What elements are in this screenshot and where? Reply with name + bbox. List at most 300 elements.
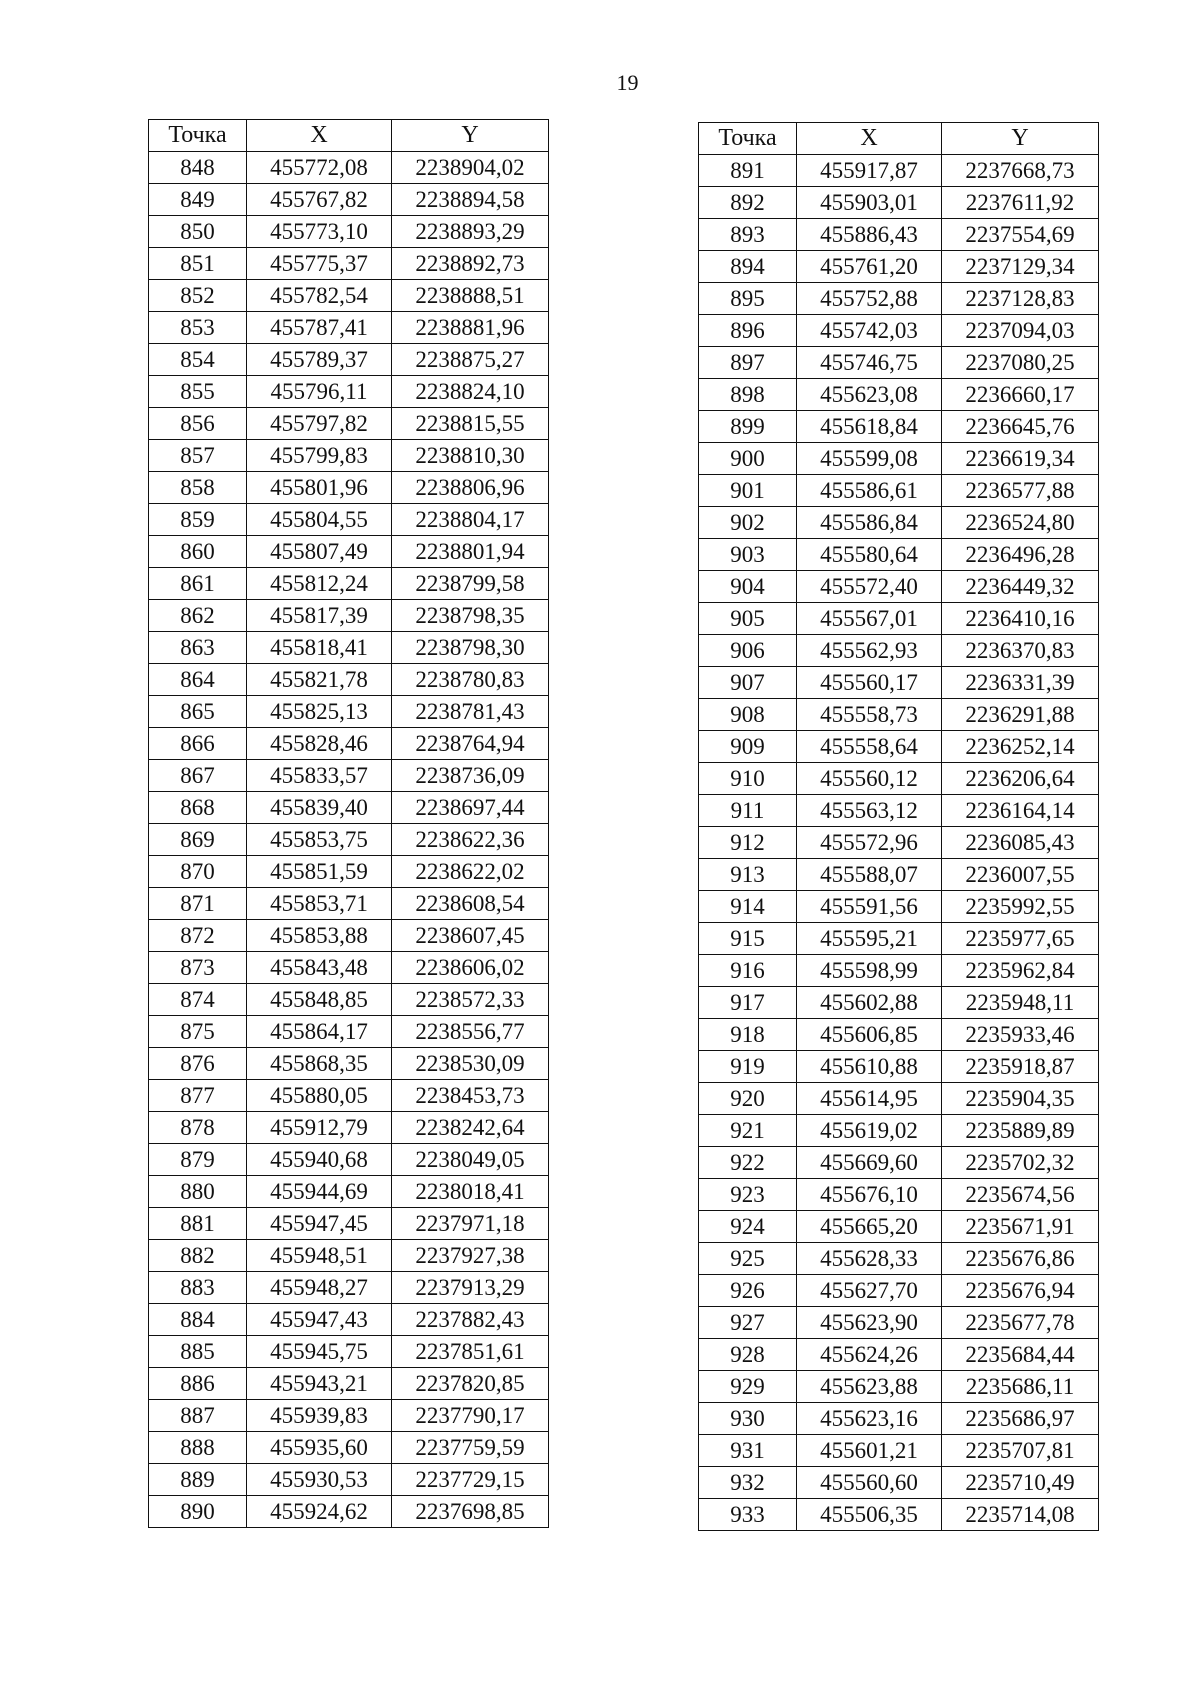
- y-cell: 2238530,09: [392, 1048, 549, 1080]
- header-y: Y: [392, 120, 549, 152]
- point-cell: 878: [149, 1112, 247, 1144]
- point-cell: 860: [149, 536, 247, 568]
- table-row: [149, 1048, 549, 1080]
- table-row: [149, 280, 549, 312]
- x-cell: 455944,69: [247, 1176, 392, 1208]
- y-cell: 2236449,32: [942, 571, 1099, 603]
- x-cell: 455801,96: [247, 472, 392, 504]
- x-cell: 455665,20: [797, 1211, 942, 1243]
- y-cell: 2238881,96: [392, 312, 549, 344]
- point-cell: 895: [699, 283, 797, 315]
- table-row: [149, 344, 549, 376]
- point-cell: 857: [149, 440, 247, 472]
- y-cell: 2238875,27: [392, 344, 549, 376]
- table-row: [699, 539, 1099, 571]
- y-cell: 2236577,88: [942, 475, 1099, 507]
- y-cell: 2237129,34: [942, 251, 1099, 283]
- x-cell: 455558,73: [797, 699, 942, 731]
- y-cell: 2235677,78: [942, 1307, 1099, 1339]
- x-cell: 455591,56: [797, 891, 942, 923]
- x-cell: 455912,79: [247, 1112, 392, 1144]
- table-row: [149, 1240, 549, 1272]
- x-cell: 455947,43: [247, 1304, 392, 1336]
- point-cell: 880: [149, 1176, 247, 1208]
- point-cell: 920: [699, 1083, 797, 1115]
- x-cell: 455619,02: [797, 1115, 942, 1147]
- x-cell: 455848,85: [247, 984, 392, 1016]
- y-cell: 2237790,17: [392, 1400, 549, 1432]
- point-cell: 913: [699, 859, 797, 891]
- x-cell: 455628,33: [797, 1243, 942, 1275]
- table-row: [149, 152, 549, 184]
- point-cell: 897: [699, 347, 797, 379]
- point-cell: 851: [149, 248, 247, 280]
- table-row: [699, 763, 1099, 795]
- x-cell: 455807,49: [247, 536, 392, 568]
- x-cell: 455580,64: [797, 539, 942, 571]
- point-cell: 905: [699, 603, 797, 635]
- x-cell: 455752,88: [797, 283, 942, 315]
- table-row: [699, 699, 1099, 731]
- y-cell: 2238018,41: [392, 1176, 549, 1208]
- point-cell: 904: [699, 571, 797, 603]
- x-cell: 455797,82: [247, 408, 392, 440]
- point-cell: 899: [699, 411, 797, 443]
- header-x: X: [797, 123, 942, 155]
- table-row: [149, 600, 549, 632]
- y-cell: 2238798,30: [392, 632, 549, 664]
- point-cell: 900: [699, 443, 797, 475]
- y-cell: 2235671,91: [942, 1211, 1099, 1243]
- x-cell: 455767,82: [247, 184, 392, 216]
- point-cell: 914: [699, 891, 797, 923]
- x-cell: 455782,54: [247, 280, 392, 312]
- y-cell: 2237080,25: [942, 347, 1099, 379]
- x-cell: 455945,75: [247, 1336, 392, 1368]
- point-cell: 863: [149, 632, 247, 664]
- point-cell: 909: [699, 731, 797, 763]
- y-cell: 2235889,89: [942, 1115, 1099, 1147]
- y-cell: 2237851,61: [392, 1336, 549, 1368]
- y-cell: 2236660,17: [942, 379, 1099, 411]
- table-row: [699, 1435, 1099, 1467]
- x-cell: 455588,07: [797, 859, 942, 891]
- x-cell: 455843,48: [247, 952, 392, 984]
- point-cell: 928: [699, 1339, 797, 1371]
- x-cell: 455853,75: [247, 824, 392, 856]
- point-cell: 889: [149, 1464, 247, 1496]
- y-cell: 2236331,39: [942, 667, 1099, 699]
- x-cell: 455562,93: [797, 635, 942, 667]
- point-cell: 915: [699, 923, 797, 955]
- point-cell: 927: [699, 1307, 797, 1339]
- y-cell: 2238049,05: [392, 1144, 549, 1176]
- point-cell: 923: [699, 1179, 797, 1211]
- table-row: [149, 920, 549, 952]
- x-cell: 455853,88: [247, 920, 392, 952]
- point-cell: 910: [699, 763, 797, 795]
- point-cell: 871: [149, 888, 247, 920]
- table-row: [699, 667, 1099, 699]
- x-cell: 455924,62: [247, 1496, 392, 1528]
- point-cell: 926: [699, 1275, 797, 1307]
- x-cell: 455839,40: [247, 792, 392, 824]
- y-cell: 2237759,59: [392, 1432, 549, 1464]
- x-cell: 455624,26: [797, 1339, 942, 1371]
- table-row: [699, 1371, 1099, 1403]
- table-header-row: [699, 123, 1099, 155]
- x-cell: 455775,37: [247, 248, 392, 280]
- point-cell: 891: [699, 155, 797, 187]
- table-row: [699, 1179, 1099, 1211]
- point-cell: 908: [699, 699, 797, 731]
- table-row: [699, 731, 1099, 763]
- table-row: [699, 315, 1099, 347]
- table-row: [699, 219, 1099, 251]
- y-cell: 2237729,15: [392, 1464, 549, 1496]
- y-cell: 2236007,55: [942, 859, 1099, 891]
- x-cell: 455606,85: [797, 1019, 942, 1051]
- x-cell: 455560,60: [797, 1467, 942, 1499]
- y-cell: 2237698,85: [392, 1496, 549, 1528]
- point-cell: 873: [149, 952, 247, 984]
- point-cell: 855: [149, 376, 247, 408]
- table-row: [699, 603, 1099, 635]
- x-cell: 455572,96: [797, 827, 942, 859]
- y-cell: 2237882,43: [392, 1304, 549, 1336]
- x-cell: 455789,37: [247, 344, 392, 376]
- table-row: [699, 475, 1099, 507]
- y-cell: 2238606,02: [392, 952, 549, 984]
- y-cell: 2238736,09: [392, 760, 549, 792]
- table-row: [699, 507, 1099, 539]
- table-row: [699, 1115, 1099, 1147]
- x-cell: 455595,21: [797, 923, 942, 955]
- y-cell: 2236291,88: [942, 699, 1099, 731]
- x-cell: 455821,78: [247, 664, 392, 696]
- x-cell: 455935,60: [247, 1432, 392, 1464]
- y-cell: 2238806,96: [392, 472, 549, 504]
- point-cell: 850: [149, 216, 247, 248]
- table-row: [699, 411, 1099, 443]
- y-cell: 2238892,73: [392, 248, 549, 280]
- table-row: [149, 696, 549, 728]
- y-cell: 2236164,14: [942, 795, 1099, 827]
- point-cell: 916: [699, 955, 797, 987]
- x-cell: 455614,95: [797, 1083, 942, 1115]
- y-cell: 2236410,16: [942, 603, 1099, 635]
- table-row: [149, 632, 549, 664]
- x-cell: 455618,84: [797, 411, 942, 443]
- table-row: [149, 1304, 549, 1336]
- table-row: [149, 1016, 549, 1048]
- table-row: [699, 1339, 1099, 1371]
- table-row: [149, 408, 549, 440]
- point-cell: 885: [149, 1336, 247, 1368]
- y-cell: 2238622,36: [392, 824, 549, 856]
- y-cell: 2236206,64: [942, 763, 1099, 795]
- point-cell: 892: [699, 187, 797, 219]
- table-row: [149, 1368, 549, 1400]
- x-cell: 455623,08: [797, 379, 942, 411]
- point-cell: 907: [699, 667, 797, 699]
- x-cell: 455602,88: [797, 987, 942, 1019]
- table-row: [149, 1208, 549, 1240]
- point-cell: 925: [699, 1243, 797, 1275]
- y-cell: 2236524,80: [942, 507, 1099, 539]
- y-cell: 2238810,30: [392, 440, 549, 472]
- x-cell: 455761,20: [797, 251, 942, 283]
- table-header-row: [149, 120, 549, 152]
- y-cell: 2235992,55: [942, 891, 1099, 923]
- point-cell: 924: [699, 1211, 797, 1243]
- y-cell: 2237094,03: [942, 315, 1099, 347]
- y-cell: 2238572,33: [392, 984, 549, 1016]
- y-cell: 2235674,56: [942, 1179, 1099, 1211]
- y-cell: 2236645,76: [942, 411, 1099, 443]
- point-cell: 849: [149, 184, 247, 216]
- y-cell: 2238893,29: [392, 216, 549, 248]
- x-cell: 455623,16: [797, 1403, 942, 1435]
- table-row: [149, 856, 549, 888]
- table-row: [149, 728, 549, 760]
- table-row: [149, 824, 549, 856]
- table-row: [149, 472, 549, 504]
- point-cell: 884: [149, 1304, 247, 1336]
- x-cell: 455940,68: [247, 1144, 392, 1176]
- table-row: [149, 984, 549, 1016]
- table-row: [699, 955, 1099, 987]
- table-row: [699, 1307, 1099, 1339]
- y-cell: 2237668,73: [942, 155, 1099, 187]
- y-cell: 2235676,94: [942, 1275, 1099, 1307]
- y-cell: 2238242,64: [392, 1112, 549, 1144]
- y-cell: 2235686,97: [942, 1403, 1099, 1435]
- point-cell: 890: [149, 1496, 247, 1528]
- y-cell: 2237554,69: [942, 219, 1099, 251]
- y-cell: 2236496,28: [942, 539, 1099, 571]
- y-cell: 2235707,81: [942, 1435, 1099, 1467]
- table-row: [699, 155, 1099, 187]
- y-cell: 2236370,83: [942, 635, 1099, 667]
- x-cell: 455886,43: [797, 219, 942, 251]
- point-cell: 882: [149, 1240, 247, 1272]
- point-cell: 921: [699, 1115, 797, 1147]
- point-cell: 864: [149, 664, 247, 696]
- x-cell: 455772,08: [247, 152, 392, 184]
- point-cell: 887: [149, 1400, 247, 1432]
- table-row: [149, 184, 549, 216]
- x-cell: 455773,10: [247, 216, 392, 248]
- y-cell: 2238608,54: [392, 888, 549, 920]
- x-cell: 455880,05: [247, 1080, 392, 1112]
- header-x: X: [247, 120, 392, 152]
- point-cell: 918: [699, 1019, 797, 1051]
- x-cell: 455917,87: [797, 155, 942, 187]
- y-cell: 2235918,87: [942, 1051, 1099, 1083]
- point-cell: 894: [699, 251, 797, 283]
- x-cell: 455610,88: [797, 1051, 942, 1083]
- point-cell: 870: [149, 856, 247, 888]
- point-cell: 931: [699, 1435, 797, 1467]
- point-cell: 912: [699, 827, 797, 859]
- table-row: [149, 536, 549, 568]
- x-cell: 455560,17: [797, 667, 942, 699]
- point-cell: 875: [149, 1016, 247, 1048]
- x-cell: 455930,53: [247, 1464, 392, 1496]
- y-cell: 2238780,83: [392, 664, 549, 696]
- y-cell: 2238888,51: [392, 280, 549, 312]
- x-cell: 455825,13: [247, 696, 392, 728]
- point-cell: 917: [699, 987, 797, 1019]
- point-cell: 883: [149, 1272, 247, 1304]
- y-cell: 2238622,02: [392, 856, 549, 888]
- x-cell: 455601,21: [797, 1435, 942, 1467]
- point-cell: 854: [149, 344, 247, 376]
- y-cell: 2235686,11: [942, 1371, 1099, 1403]
- point-cell: 858: [149, 472, 247, 504]
- table-row: [149, 1464, 549, 1496]
- point-cell: 881: [149, 1208, 247, 1240]
- point-cell: 906: [699, 635, 797, 667]
- y-cell: 2238556,77: [392, 1016, 549, 1048]
- y-cell: 2238824,10: [392, 376, 549, 408]
- table-row: [699, 443, 1099, 475]
- x-cell: 455746,75: [797, 347, 942, 379]
- table-row: [149, 312, 549, 344]
- x-cell: 455864,17: [247, 1016, 392, 1048]
- table-row: [149, 888, 549, 920]
- x-cell: 455787,41: [247, 312, 392, 344]
- y-cell: 2237913,29: [392, 1272, 549, 1304]
- table-row: [149, 1144, 549, 1176]
- table-row: [699, 1403, 1099, 1435]
- point-cell: 859: [149, 504, 247, 536]
- point-cell: 933: [699, 1499, 797, 1531]
- point-cell: 901: [699, 475, 797, 507]
- y-cell: 2238781,43: [392, 696, 549, 728]
- table-row: [149, 1432, 549, 1464]
- table-row: [149, 1176, 549, 1208]
- point-cell: 879: [149, 1144, 247, 1176]
- table-row: [699, 1083, 1099, 1115]
- point-cell: 888: [149, 1432, 247, 1464]
- point-cell: 861: [149, 568, 247, 600]
- table-row: [699, 827, 1099, 859]
- x-cell: 455817,39: [247, 600, 392, 632]
- table-row: [149, 1112, 549, 1144]
- point-cell: 868: [149, 792, 247, 824]
- x-cell: 455943,21: [247, 1368, 392, 1400]
- y-cell: 2237927,38: [392, 1240, 549, 1272]
- x-cell: 455669,60: [797, 1147, 942, 1179]
- x-cell: 455796,11: [247, 376, 392, 408]
- y-cell: 2235904,35: [942, 1083, 1099, 1115]
- x-cell: 455948,51: [247, 1240, 392, 1272]
- table-row: [149, 216, 549, 248]
- table-row: [699, 187, 1099, 219]
- table-row: [149, 568, 549, 600]
- table-row: [699, 379, 1099, 411]
- y-cell: 2238453,73: [392, 1080, 549, 1112]
- table-row: [699, 859, 1099, 891]
- x-cell: 455558,64: [797, 731, 942, 763]
- y-cell: 2238804,17: [392, 504, 549, 536]
- x-cell: 455853,71: [247, 888, 392, 920]
- table-row: [699, 251, 1099, 283]
- point-cell: 877: [149, 1080, 247, 1112]
- x-cell: 455623,88: [797, 1371, 942, 1403]
- y-cell: 2236252,14: [942, 731, 1099, 763]
- y-cell: 2235676,86: [942, 1243, 1099, 1275]
- point-cell: 930: [699, 1403, 797, 1435]
- point-cell: 862: [149, 600, 247, 632]
- coordinates-table-right: [698, 122, 1099, 1531]
- x-cell: 455903,01: [797, 187, 942, 219]
- point-cell: 867: [149, 760, 247, 792]
- table-row: [149, 376, 549, 408]
- x-cell: 455812,24: [247, 568, 392, 600]
- table-row: [699, 1051, 1099, 1083]
- x-cell: 455742,03: [797, 315, 942, 347]
- page-number: 19: [616, 70, 639, 95]
- point-cell: 852: [149, 280, 247, 312]
- table-row: [149, 1336, 549, 1368]
- y-cell: 2235684,44: [942, 1339, 1099, 1371]
- x-cell: 455623,90: [797, 1307, 942, 1339]
- table-row: [149, 248, 549, 280]
- table-row: [699, 923, 1099, 955]
- x-cell: 455948,27: [247, 1272, 392, 1304]
- table-row: [149, 504, 549, 536]
- table-row: [149, 1496, 549, 1528]
- table-row: [149, 1400, 549, 1432]
- x-cell: 455828,46: [247, 728, 392, 760]
- y-cell: 2238904,02: [392, 152, 549, 184]
- table-row: [699, 891, 1099, 923]
- table-row: [699, 1275, 1099, 1307]
- x-cell: 455586,61: [797, 475, 942, 507]
- header-point: Точка: [699, 123, 797, 155]
- y-cell: 2235948,11: [942, 987, 1099, 1019]
- table-row: [699, 987, 1099, 1019]
- y-cell: 2237128,83: [942, 283, 1099, 315]
- y-cell: 2235710,49: [942, 1467, 1099, 1499]
- y-cell: 2236085,43: [942, 827, 1099, 859]
- point-cell: 898: [699, 379, 797, 411]
- table-row: [699, 347, 1099, 379]
- x-cell: 455572,40: [797, 571, 942, 603]
- point-cell: 919: [699, 1051, 797, 1083]
- y-cell: 2235933,46: [942, 1019, 1099, 1051]
- table-row: [699, 1147, 1099, 1179]
- point-cell: 932: [699, 1467, 797, 1499]
- x-cell: 455868,35: [247, 1048, 392, 1080]
- point-cell: 869: [149, 824, 247, 856]
- y-cell: 2238697,44: [392, 792, 549, 824]
- point-cell: 848: [149, 152, 247, 184]
- table-row: [699, 795, 1099, 827]
- y-cell: 2238801,94: [392, 536, 549, 568]
- x-cell: 455818,41: [247, 632, 392, 664]
- y-cell: 2237820,85: [392, 1368, 549, 1400]
- y-cell: 2235702,32: [942, 1147, 1099, 1179]
- table-row: [699, 1019, 1099, 1051]
- x-cell: 455676,10: [797, 1179, 942, 1211]
- x-cell: 455833,57: [247, 760, 392, 792]
- x-cell: 455627,70: [797, 1275, 942, 1307]
- point-cell: 866: [149, 728, 247, 760]
